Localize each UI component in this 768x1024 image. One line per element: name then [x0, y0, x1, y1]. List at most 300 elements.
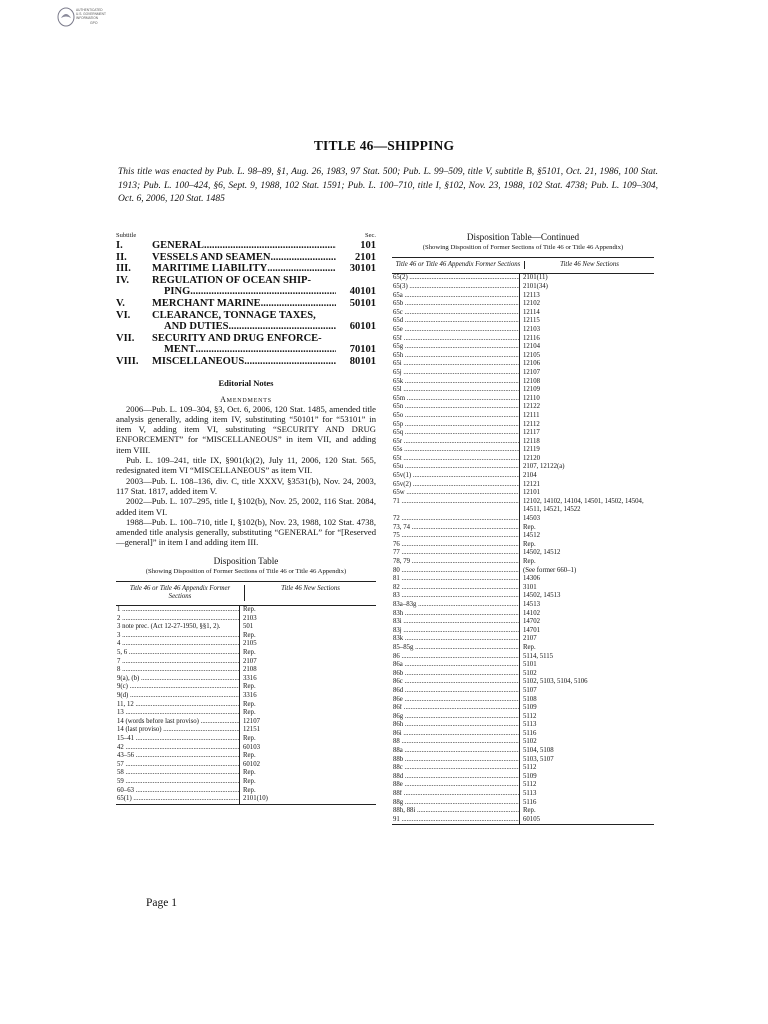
table-row — [392, 610, 654, 619]
dot-leader — [403, 781, 520, 788]
former-section: 5, 6 — [117, 649, 128, 657]
new-section: 60105 — [523, 815, 540, 823]
former-section-cell — [392, 378, 520, 387]
former-section: 65e — [393, 325, 403, 333]
dot-leader — [403, 326, 520, 333]
former-section: 83i — [393, 618, 402, 626]
table-row — [392, 343, 654, 352]
former-section-cell — [116, 761, 240, 770]
former-section-cell — [392, 395, 520, 404]
dot-leader — [405, 489, 520, 496]
toc-item-section: 101 — [360, 240, 376, 251]
former-section-cell — [392, 790, 520, 799]
table-row — [392, 635, 654, 644]
table-row — [392, 601, 654, 610]
former-section: 91 — [393, 815, 400, 823]
table-row — [392, 721, 654, 730]
dot-leader — [403, 773, 520, 780]
dot-leader — [415, 807, 520, 814]
new-section: 14502, 14513 — [523, 592, 561, 600]
former-section-cell — [116, 726, 240, 735]
new-section: Rep. — [243, 606, 256, 614]
new-section: 12122 — [523, 403, 540, 411]
dot-leader — [410, 524, 520, 531]
new-section: 12116 — [523, 334, 540, 342]
toc-item-number: V. — [116, 297, 125, 309]
dot-leader — [120, 666, 240, 673]
amendment-paragraph: 1988—Pub. L. 100–710, title I, §102(b), Nov. 23, 1988, 102 Stat. 4738, amended title analysis generally, substituting “GENERAL” for “[Reserved—general]” in item I and adding item III. — [116, 516, 376, 548]
new-section: 2101(34) — [523, 283, 548, 290]
new-section: Rep. — [243, 735, 256, 742]
table-row — [392, 653, 654, 662]
toc-item-section: 40101 — [349, 286, 376, 298]
former-section-cell — [392, 644, 520, 653]
dot-leader — [403, 309, 520, 316]
former-section-cell — [392, 816, 520, 825]
new-section: 12110 — [523, 394, 540, 402]
former-section-cell — [392, 326, 520, 335]
table-row — [392, 532, 654, 541]
former-section: 88f — [393, 790, 403, 798]
toc-item-leader — [152, 344, 336, 356]
dot-leader — [403, 378, 520, 385]
dot-leader — [128, 692, 240, 699]
former-section-cell — [392, 309, 520, 318]
former-section-cell — [392, 773, 520, 782]
toc-item-title-wrap — [152, 298, 336, 310]
new-section: 5109 — [523, 704, 537, 712]
table-row — [392, 678, 654, 687]
toc-item-continued — [116, 321, 376, 333]
dot-leader — [403, 317, 520, 324]
former-section: 8 — [117, 666, 121, 674]
new-section: 14503 — [523, 515, 540, 523]
dot-leader — [402, 618, 520, 625]
dot-leader — [403, 352, 520, 359]
table-row — [392, 773, 654, 782]
new-section: 14702 — [523, 618, 540, 626]
toc-sec-label: Sec. — [364, 232, 376, 239]
former-section-cell — [392, 704, 520, 713]
former-section: 73, 74 — [393, 523, 410, 531]
dot-leader — [403, 343, 520, 350]
former-section: 83h — [393, 609, 404, 617]
table-row — [392, 463, 654, 472]
new-section: 60103 — [243, 743, 260, 751]
former-section: 88c — [393, 764, 403, 772]
new-section: Rep. — [243, 709, 256, 717]
former-section-cell — [116, 666, 240, 675]
new-section: 5114, 5115 — [523, 652, 554, 660]
former-section-cell — [392, 463, 520, 472]
editorial-notes-title: Editorial Notes — [218, 377, 274, 388]
former-section-cell — [116, 718, 240, 727]
toc-item-title-continued: AND DUTIES — [164, 321, 229, 333]
new-section: Rep. — [523, 643, 536, 651]
former-section-cell — [392, 541, 520, 550]
dot-leader — [402, 790, 520, 797]
dot-leader — [400, 567, 520, 574]
toc-dot-leader — [228, 321, 336, 333]
former-section: 3 note prec. (Act 12-27-1950, §§1, 2). — [117, 623, 221, 631]
former-section-cell — [392, 687, 520, 696]
new-section: 12114 — [523, 308, 540, 316]
dot-leader — [403, 670, 520, 677]
dot-leader — [403, 300, 520, 307]
dot-leader — [134, 752, 240, 759]
dot-leader — [139, 675, 240, 682]
dot-leader — [120, 615, 240, 622]
former-section-cell — [392, 352, 520, 361]
toc-item-spacer — [336, 275, 376, 287]
former-section: 65(3) — [393, 283, 408, 290]
table-row — [116, 787, 376, 796]
dot-leader — [402, 438, 520, 445]
new-section: 2107 — [243, 657, 257, 665]
new-section: Rep. — [243, 700, 256, 708]
dot-leader — [134, 787, 240, 794]
dot-leader — [403, 678, 520, 685]
former-section-cell — [392, 472, 520, 481]
toc-item-title-wrap — [152, 240, 336, 252]
dot-leader — [402, 446, 520, 453]
new-section: Rep. — [523, 807, 536, 815]
toc-item — [116, 310, 376, 322]
new-section: 12151 — [243, 726, 260, 734]
former-section: 77 — [393, 549, 400, 557]
dot-leader — [403, 412, 520, 419]
former-section-cell — [392, 515, 520, 524]
new-section: 501 — [243, 623, 254, 631]
former-section-cell — [392, 764, 520, 773]
dot-leader — [403, 635, 520, 642]
table-row — [392, 618, 654, 627]
table-row — [116, 726, 376, 735]
former-section-cell — [392, 386, 520, 395]
new-section: Rep. — [243, 683, 256, 691]
toc-item-title: GENERAL — [152, 240, 204, 251]
former-section: 88h, 88i — [393, 807, 416, 815]
new-section: 5102 — [523, 738, 537, 746]
former-section-cell — [116, 752, 240, 761]
new-section: 3316 — [243, 692, 257, 700]
former-section-cell — [392, 807, 520, 816]
new-section: 2108 — [243, 666, 257, 674]
table-row — [392, 567, 654, 576]
former-section-cell — [392, 489, 520, 498]
new-section: 12115 — [523, 317, 540, 325]
dot-leader — [402, 360, 520, 367]
toc-item-section: 50101 — [349, 297, 376, 309]
toc-item-spacer — [336, 333, 376, 345]
toc-item-section: 70101 — [349, 344, 376, 356]
former-section-cell — [392, 567, 520, 576]
former-section: 86c — [393, 678, 403, 686]
dot-leader — [120, 658, 240, 665]
dot-leader — [402, 627, 520, 634]
dot-leader — [124, 761, 240, 768]
former-section: 83j — [393, 626, 402, 634]
former-section-cell — [392, 549, 520, 558]
former-section-cell — [392, 756, 520, 765]
former-section-cell — [392, 653, 520, 662]
table-row — [392, 472, 654, 481]
toc-dot-leader — [244, 356, 336, 368]
new-section: 14306 — [523, 575, 540, 583]
former-section-cell — [392, 713, 520, 722]
dot-leader — [400, 816, 520, 823]
dot-leader — [120, 640, 240, 647]
new-section: 12106 — [523, 360, 540, 368]
table-row — [392, 455, 654, 464]
former-section: 88a — [393, 747, 403, 755]
toc-item-title: SECURITY AND DRUG ENFORCE- — [152, 332, 322, 344]
new-section: 5116 — [523, 729, 537, 737]
table-row — [392, 274, 654, 283]
former-section: 65(2) — [393, 274, 408, 282]
former-section: 81 — [393, 575, 400, 583]
table-row — [116, 769, 376, 778]
former-section-cell — [392, 335, 520, 344]
former-section: 65(1) — [117, 795, 132, 803]
former-section: 65i — [393, 360, 402, 368]
former-section: 88d — [393, 772, 404, 780]
table-row — [392, 807, 654, 816]
former-section-cell — [392, 360, 520, 369]
new-section: 12102, 14102, 14104, 14501, 14502, 14504, 14511, 14521, 14522 — [523, 497, 644, 514]
table-row — [392, 687, 654, 696]
dot-leader — [400, 541, 520, 548]
toc-item — [116, 333, 376, 345]
new-section: 2104 — [523, 472, 537, 480]
svg-text:INFORMATION: INFORMATION — [76, 16, 99, 20]
former-section: 86h — [393, 721, 404, 729]
left-column — [116, 232, 376, 805]
new-section: (See former 660–1) — [523, 566, 577, 574]
table-row — [392, 713, 654, 722]
toc-dot-leader — [270, 252, 336, 264]
disposition-continued-header — [392, 258, 654, 274]
new-section: 12121 — [523, 480, 540, 488]
toc-item-title: REGULATION OF OCEAN SHIP- — [152, 274, 311, 286]
former-section-cell — [392, 738, 520, 747]
table-row — [116, 735, 376, 744]
table-row — [392, 790, 654, 799]
new-section: 3316 — [243, 674, 257, 682]
toc-dot-leader — [190, 286, 336, 298]
new-section: 12108 — [523, 377, 540, 385]
table-row — [116, 778, 376, 787]
dot-leader — [120, 606, 240, 613]
table-row — [116, 709, 376, 718]
former-section-cell — [116, 606, 240, 615]
former-section: 57 — [117, 760, 124, 768]
table-row — [392, 300, 654, 309]
former-section: 7 — [117, 657, 121, 665]
dot-leader — [403, 463, 520, 470]
former-section: 88 — [393, 738, 400, 746]
toc-item-number: I. — [116, 240, 123, 251]
dot-leader — [411, 472, 520, 479]
former-section-cell — [116, 615, 240, 624]
right-column — [392, 232, 654, 825]
former-section: 65c — [393, 308, 403, 316]
table-row — [116, 692, 376, 701]
former-section: 3 — [117, 631, 121, 639]
amendments-list — [116, 404, 376, 548]
table-row — [392, 429, 654, 438]
new-section: 2107, 12122(a) — [523, 463, 565, 471]
amendments-heading: Amendments — [220, 394, 272, 404]
former-section: 65g — [393, 343, 404, 351]
toc-item-section: 30101 — [349, 263, 376, 275]
new-section: 2107 — [523, 635, 537, 643]
former-section-cell — [392, 524, 520, 533]
dot-leader — [413, 644, 520, 651]
dot-leader — [403, 661, 520, 668]
dot-leader — [408, 283, 520, 290]
former-section-cell — [392, 610, 520, 619]
toc-item-title: MARITIME LIABILITY — [152, 263, 268, 275]
new-section: 14102 — [523, 609, 540, 617]
table-row — [116, 666, 376, 675]
new-section: 12112 — [523, 420, 540, 428]
dot-leader — [199, 718, 240, 725]
former-section: 42 — [117, 743, 124, 751]
dot-leader — [405, 395, 520, 402]
table-row — [392, 661, 654, 670]
table-row — [116, 632, 376, 641]
dot-leader — [410, 558, 520, 565]
former-section: 83 — [393, 592, 400, 600]
toc-item-title-wrap — [152, 252, 336, 264]
toc-item-title: VESSELS AND SEAMEN — [152, 251, 271, 263]
former-section-cell — [392, 292, 520, 301]
former-section-cell — [392, 747, 520, 756]
table-row — [116, 761, 376, 770]
dot-leader — [134, 735, 240, 742]
table-row — [116, 615, 376, 624]
table-row — [392, 781, 654, 790]
toc-subtitle-label: Subtitle — [116, 232, 137, 239]
new-section: 3101 — [523, 583, 537, 591]
former-section: 4 — [117, 640, 121, 648]
former-section: 86f — [393, 704, 403, 712]
dot-leader — [402, 730, 520, 737]
amendment-paragraph: 2006—Pub. L. 109–304, §3, Oct. 6, 2006, 120 Stat. 1485, amended title analysis generally, adding item IV, substituting “50101” for “53101” in item V, adding item VI, substituting “SECURITY AND DRUG ENFORCEMENT” for “MISCELLANEOUS” in item VII, and adding item VIII. — [116, 403, 376, 455]
toc-item-indent — [116, 344, 152, 356]
disposition-continued-subtitle: (Showing Disposition of Former Sections of Title 46 or Title 46 Appendix) — [422, 244, 624, 251]
new-section: 5102 — [523, 669, 537, 677]
table-row — [392, 360, 654, 369]
former-section: 14 (words before last proviso) — [117, 717, 199, 725]
toc-item-section: 2101 — [355, 251, 376, 263]
new-section: 12113 — [523, 291, 540, 299]
new-section: Rep. — [243, 769, 256, 777]
disposition-table-subtitle: (Showing Disposition of Former Sections of Title 46 or Title 46 Appendix) — [145, 567, 347, 575]
svg-text:U.S. GOVERNMENT: U.S. GOVERNMENT — [76, 12, 106, 16]
dot-leader — [400, 515, 520, 522]
former-section: 1 — [117, 606, 121, 614]
table-row — [392, 498, 654, 515]
former-section: 9(a), (b) — [117, 674, 140, 682]
new-section: Rep. — [243, 631, 256, 639]
former-section: 65t — [393, 454, 402, 462]
toc-item-number: VIII. — [116, 355, 139, 367]
toc-item-number: III. — [116, 263, 131, 275]
former-section: 14 (last proviso) — [117, 726, 162, 734]
toc-item-title: CLEARANCE, TONNAGE TAXES, — [152, 309, 316, 321]
former-section-cell — [392, 721, 520, 730]
toc-item-title: MISCELLANEOUS — [152, 355, 245, 367]
table-row — [392, 799, 654, 808]
column-header-former: Title 46 or Title 46 Appendix Former Sections — [116, 585, 245, 601]
former-section-cell — [392, 317, 520, 326]
toc-dot-leader — [196, 344, 337, 356]
dot-leader — [400, 575, 520, 582]
former-section-cell — [392, 343, 520, 352]
toc-item-indent — [116, 321, 152, 333]
former-section-cell — [116, 683, 240, 692]
disposition-continued-body — [392, 274, 654, 824]
new-section: 14513 — [523, 600, 540, 608]
new-section: 5107 — [523, 686, 537, 694]
former-section: 65q — [393, 429, 404, 437]
table-row — [116, 701, 376, 710]
table-row — [392, 584, 654, 593]
new-section: 12119 — [523, 446, 540, 454]
former-section: 9(d) — [117, 692, 129, 700]
amendment-paragraph: 2002—Pub. L. 107–295, title I, §102(b), Nov. 25, 2002, 116 Stat. 2084, added item VI. — [116, 496, 376, 517]
former-section: 13 — [117, 709, 124, 717]
toc-item — [116, 263, 376, 275]
former-section-cell — [116, 769, 240, 778]
former-section-cell — [392, 429, 520, 438]
former-section: 72 — [393, 515, 400, 523]
table-row — [116, 675, 376, 684]
toc-item-continued — [116, 344, 376, 356]
former-section-cell — [116, 795, 240, 804]
dot-leader — [402, 386, 520, 393]
toc-item-title-wrap — [152, 356, 336, 368]
former-section-cell — [392, 584, 520, 593]
page-title: TITLE 46—SHIPPING — [313, 138, 455, 153]
new-section: Rep. — [243, 777, 256, 785]
former-section: 59 — [117, 777, 124, 785]
former-section: 11, 12 — [117, 700, 134, 708]
table-row — [392, 421, 654, 430]
former-section-cell — [392, 627, 520, 636]
new-section: 12102 — [523, 300, 540, 308]
table-row — [392, 438, 654, 447]
new-section: 5109 — [523, 772, 537, 780]
table-row — [392, 575, 654, 584]
former-section: 65p — [393, 420, 404, 428]
table-row — [392, 670, 654, 679]
former-section: 65v(2) — [393, 480, 412, 488]
table-row — [392, 403, 654, 412]
new-section: Rep. — [523, 523, 536, 531]
former-section-cell — [116, 709, 240, 718]
dot-leader — [400, 592, 520, 599]
former-section: 82 — [393, 583, 400, 591]
new-section: 5103, 5107 — [523, 755, 554, 763]
dot-leader — [400, 653, 520, 660]
new-section: Rep. — [523, 540, 536, 548]
former-section-cell — [392, 781, 520, 790]
former-section-cell — [392, 274, 520, 283]
toc-item — [116, 240, 376, 252]
